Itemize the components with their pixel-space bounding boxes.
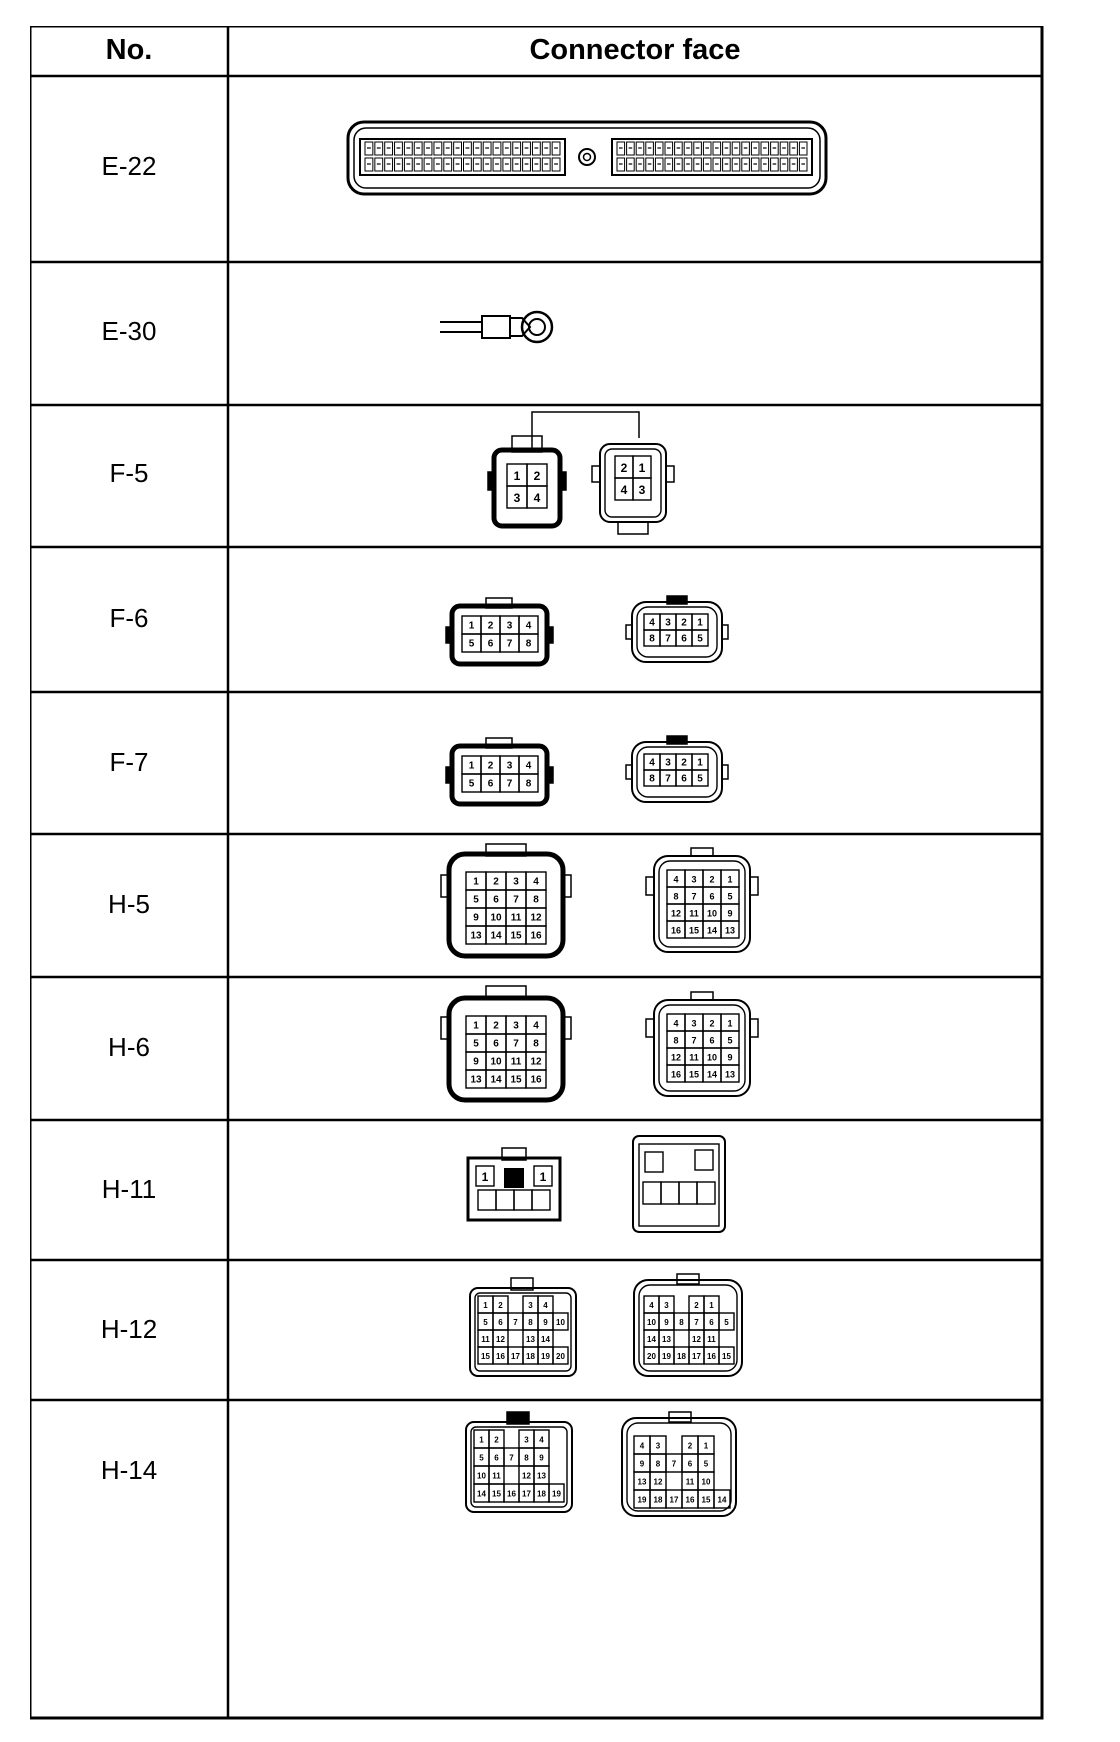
pin-number: 7 bbox=[506, 778, 513, 790]
row-label-h12: H-12 bbox=[100, 1314, 158, 1344]
pin-number: 17 bbox=[522, 1489, 531, 1499]
latch bbox=[618, 522, 648, 534]
connector-f7-female bbox=[626, 736, 728, 802]
connector-f5-female bbox=[592, 444, 674, 534]
pin-number: 7 bbox=[691, 891, 697, 902]
row-label-f6: F-6 bbox=[109, 603, 149, 633]
pin-number: 1 bbox=[473, 876, 479, 888]
pin-cell bbox=[496, 1190, 514, 1210]
pin-number: 19 bbox=[552, 1489, 561, 1499]
pin-cell bbox=[695, 1150, 713, 1170]
row-label-e30: E-30 bbox=[101, 316, 157, 346]
pin-number: 6 bbox=[681, 773, 687, 785]
row-label-h6: H-6 bbox=[108, 1032, 150, 1062]
pin-number: 4 bbox=[649, 1301, 654, 1310]
pin-number: 5 bbox=[697, 633, 703, 645]
pin-number: 3 bbox=[655, 1441, 661, 1451]
pin-number: 6 bbox=[494, 1453, 499, 1463]
pin-number: 7 bbox=[513, 894, 519, 906]
pin-number: 11 bbox=[689, 908, 699, 919]
connector-h6-female bbox=[646, 992, 758, 1096]
pin-number: 2 bbox=[498, 1301, 503, 1310]
connector-h14-male bbox=[466, 1412, 572, 1512]
pin-number: 4 bbox=[533, 1020, 539, 1032]
pin-number: 10 bbox=[701, 1477, 711, 1487]
pin-number: 9 bbox=[473, 912, 479, 924]
pin-cell bbox=[532, 1190, 550, 1210]
latch bbox=[507, 1412, 529, 1424]
pin-number: 10 bbox=[556, 1318, 565, 1327]
pin-number: 10 bbox=[490, 1056, 502, 1068]
pin-number: 1 bbox=[638, 461, 646, 475]
pin-number: 2 bbox=[493, 876, 499, 888]
pin-number: 5 bbox=[468, 778, 475, 790]
pin-number: 18 bbox=[537, 1489, 546, 1499]
pin-number: 13 bbox=[724, 1069, 736, 1080]
connector-h12-female bbox=[634, 1274, 742, 1376]
pin-number: 2 bbox=[620, 461, 628, 475]
pin-number: 12 bbox=[530, 1056, 542, 1068]
pin-number: 8 bbox=[673, 1035, 679, 1046]
pin-number: 11 bbox=[707, 1335, 716, 1344]
pin-number: 15 bbox=[701, 1495, 711, 1505]
header-no: No. bbox=[105, 34, 153, 66]
pin-number: 3 bbox=[664, 1301, 669, 1310]
pin-number: 1 bbox=[481, 1170, 489, 1184]
connector-f6-female bbox=[626, 596, 728, 662]
pin-number: 5 bbox=[703, 1459, 709, 1469]
pin-number: 4 bbox=[649, 757, 655, 769]
pin-number: 5 bbox=[468, 638, 475, 650]
pin-number: 13 bbox=[724, 925, 736, 936]
pin-number: 15 bbox=[722, 1352, 731, 1361]
pin-number: 19 bbox=[637, 1495, 647, 1505]
pin-number: 15 bbox=[481, 1352, 490, 1361]
pin-number: 7 bbox=[694, 1318, 699, 1327]
pin-number: 3 bbox=[691, 1018, 697, 1029]
pin-number: 6 bbox=[493, 894, 499, 906]
pin-number: 17 bbox=[692, 1352, 701, 1361]
pin-number: 10 bbox=[647, 1318, 656, 1327]
pin-number: 9 bbox=[543, 1318, 548, 1327]
pin-number: 5 bbox=[479, 1453, 484, 1463]
row-label-h5: H-5 bbox=[108, 889, 150, 919]
pin-number: 7 bbox=[691, 1035, 697, 1046]
pin-number: 11 bbox=[492, 1471, 501, 1481]
pin-number: 9 bbox=[727, 908, 733, 919]
pin-number: 10 bbox=[706, 908, 718, 919]
row-dividers bbox=[30, 262, 1042, 1400]
pin-number: 1 bbox=[539, 1170, 547, 1184]
connector-table-drawing bbox=[30, 26, 1045, 1720]
pin-cell bbox=[679, 1182, 697, 1204]
connector-h11-female bbox=[633, 1136, 725, 1232]
pin-number: 17 bbox=[669, 1495, 679, 1505]
pin-number: 4 bbox=[543, 1301, 548, 1310]
pin-number: 8 bbox=[524, 1453, 529, 1463]
pin-number: 15 bbox=[688, 925, 700, 936]
pin-number: 14 bbox=[717, 1495, 727, 1505]
pin-number: 2 bbox=[694, 1301, 699, 1310]
pin-number: 7 bbox=[513, 1038, 519, 1050]
pin-number: 2 bbox=[681, 757, 687, 769]
pin-number: 1 bbox=[479, 1435, 484, 1445]
connector-f6-male bbox=[446, 598, 553, 664]
pin-cell bbox=[661, 1182, 679, 1204]
latch bbox=[667, 596, 687, 604]
pin-number: 7 bbox=[506, 638, 513, 650]
pin-number: 16 bbox=[670, 925, 682, 936]
row-label-f7: F-7 bbox=[109, 747, 149, 777]
pin-number: 16 bbox=[530, 1074, 542, 1086]
pin-number: 20 bbox=[556, 1352, 565, 1361]
pin-cell bbox=[643, 1182, 661, 1204]
pin-number: 8 bbox=[525, 638, 532, 650]
pin-number: 4 bbox=[525, 620, 532, 632]
pin-number: 16 bbox=[670, 1069, 682, 1080]
pin-number: 11 bbox=[685, 1477, 695, 1487]
pin-number: 15 bbox=[510, 1074, 522, 1086]
pin-number: 2 bbox=[493, 1020, 499, 1032]
pin-number: 13 bbox=[537, 1471, 546, 1481]
pin-number: 17 bbox=[511, 1352, 520, 1361]
pin-number: 8 bbox=[649, 773, 655, 785]
pin-number: 1 bbox=[468, 760, 475, 772]
pin-number: 18 bbox=[653, 1495, 663, 1505]
connector-h14-female bbox=[622, 1412, 736, 1516]
pin-number: 15 bbox=[688, 1069, 700, 1080]
pin-number: 6 bbox=[709, 1035, 715, 1046]
pin-number: 4 bbox=[620, 483, 628, 497]
pin-number: 9 bbox=[539, 1453, 544, 1463]
locating-hole-icon bbox=[579, 149, 595, 165]
latch bbox=[691, 992, 713, 1000]
pin-number: 16 bbox=[707, 1352, 716, 1361]
pin-number: 1 bbox=[473, 1020, 479, 1032]
pin-number: 4 bbox=[539, 1435, 544, 1445]
pin-number: 3 bbox=[691, 874, 697, 885]
pin-number: 4 bbox=[533, 876, 539, 888]
pin-number: 3 bbox=[513, 491, 521, 505]
pin-number: 5 bbox=[724, 1318, 729, 1327]
pin-number: 18 bbox=[526, 1352, 535, 1361]
row-label-h11: H-11 bbox=[101, 1174, 157, 1204]
pin-number: 3 bbox=[665, 757, 671, 769]
pin-number: 12 bbox=[522, 1471, 531, 1481]
pin-number: 1 bbox=[468, 620, 475, 632]
pin-number: 4 bbox=[649, 617, 655, 629]
connector-h5-male bbox=[441, 844, 571, 956]
pin-number: 2 bbox=[709, 874, 715, 885]
pin-number: 2 bbox=[494, 1435, 499, 1445]
pin-number: 12 bbox=[530, 912, 542, 924]
pin-number: 2 bbox=[709, 1018, 715, 1029]
latch bbox=[691, 848, 713, 856]
pin-number: 5 bbox=[727, 891, 733, 902]
pin-number: 3 bbox=[638, 483, 646, 497]
pin-number: 11 bbox=[689, 1052, 699, 1063]
pin-number: 1 bbox=[483, 1301, 488, 1310]
connector-f7-male bbox=[446, 738, 553, 804]
pin-number: 16 bbox=[685, 1495, 695, 1505]
pin-number: 7 bbox=[513, 1318, 518, 1327]
pin-number: 4 bbox=[673, 1018, 679, 1029]
connector-h11-male bbox=[468, 1148, 560, 1220]
pin-number: 2 bbox=[487, 620, 494, 632]
pin-cell bbox=[514, 1190, 532, 1210]
pin-number: 12 bbox=[670, 908, 682, 919]
connector-f5-male bbox=[488, 436, 566, 526]
pin-number: 5 bbox=[473, 894, 479, 906]
pin-number: 10 bbox=[706, 1052, 718, 1063]
pin-number: 14 bbox=[490, 930, 502, 942]
pin-number: 14 bbox=[477, 1489, 486, 1499]
pin-number: 9 bbox=[727, 1052, 733, 1063]
pin-number: 14 bbox=[706, 1069, 718, 1080]
pin-number: 2 bbox=[687, 1441, 693, 1451]
pin-number: 7 bbox=[671, 1459, 677, 1469]
pin-number: 13 bbox=[470, 930, 482, 942]
pin-number: 12 bbox=[653, 1477, 663, 1487]
pin-number: 11 bbox=[510, 912, 522, 924]
row-label-h14: H-14 bbox=[100, 1455, 158, 1485]
pin-number: 2 bbox=[681, 617, 687, 629]
pin-cell bbox=[645, 1152, 663, 1172]
ring-terminal-e30 bbox=[440, 312, 552, 342]
pin-number: 13 bbox=[637, 1477, 647, 1487]
pin-number: 11 bbox=[481, 1335, 490, 1344]
pin-cell bbox=[478, 1190, 496, 1210]
pin-number: 14 bbox=[706, 925, 718, 936]
connector-h5-female bbox=[646, 848, 758, 952]
pin-number: 6 bbox=[687, 1459, 693, 1469]
pin-number: 6 bbox=[681, 633, 687, 645]
pin-number: 8 bbox=[533, 894, 539, 906]
pin-number: 1 bbox=[727, 1018, 733, 1029]
pin-number: 3 bbox=[513, 876, 519, 888]
pin-number: 20 bbox=[647, 1352, 656, 1361]
pin-number: 8 bbox=[528, 1318, 533, 1327]
pin-number: 3 bbox=[528, 1301, 533, 1310]
pin-number: 7 bbox=[665, 773, 671, 785]
pin-number: 5 bbox=[473, 1038, 479, 1050]
pin-number: 8 bbox=[655, 1459, 661, 1469]
connector-h12-male bbox=[470, 1278, 576, 1376]
pin-number: 3 bbox=[513, 1020, 519, 1032]
pin-number: 9 bbox=[473, 1056, 479, 1068]
connector-housing bbox=[634, 1280, 742, 1376]
pin-number: 1 bbox=[703, 1441, 709, 1451]
pin-number: 5 bbox=[727, 1035, 733, 1046]
pin-number: 6 bbox=[498, 1318, 503, 1327]
pin-number: 2 bbox=[533, 469, 541, 483]
pin-number: 10 bbox=[490, 912, 502, 924]
pin-number: 3 bbox=[665, 617, 671, 629]
pin-number: 15 bbox=[492, 1489, 501, 1499]
pin-number: 3 bbox=[506, 760, 513, 772]
pin-number: 12 bbox=[692, 1335, 701, 1344]
pin-number: 8 bbox=[525, 778, 532, 790]
pin-number: 8 bbox=[673, 891, 679, 902]
pin-number: 10 bbox=[477, 1471, 486, 1481]
pin-number: 6 bbox=[487, 778, 494, 790]
pin-number: 1 bbox=[513, 469, 521, 483]
pin-number: 6 bbox=[487, 638, 494, 650]
pin-cell bbox=[697, 1182, 715, 1204]
pin-number: 7 bbox=[665, 633, 671, 645]
header-connector-face: Connector face bbox=[529, 34, 741, 66]
pin-number: 1 bbox=[697, 757, 703, 769]
pin-number: 16 bbox=[496, 1352, 505, 1361]
connector-table bbox=[30, 26, 1045, 1720]
pin-number: 13 bbox=[470, 1074, 482, 1086]
pin-number: 16 bbox=[530, 930, 542, 942]
pin-number: 18 bbox=[677, 1352, 686, 1361]
pin-number: 3 bbox=[524, 1435, 529, 1445]
pin-number: 1 bbox=[727, 874, 733, 885]
pin-number: 15 bbox=[510, 930, 522, 942]
pin-number: 9 bbox=[664, 1318, 669, 1327]
pin-number: 8 bbox=[533, 1038, 539, 1050]
pin-number: 13 bbox=[662, 1335, 671, 1344]
pin-number: 5 bbox=[483, 1318, 488, 1327]
pin-number: 13 bbox=[526, 1335, 535, 1344]
pin-number: 16 bbox=[507, 1489, 516, 1499]
pin-number: 4 bbox=[673, 874, 679, 885]
pin-number: 19 bbox=[541, 1352, 550, 1361]
connector-h6-male bbox=[441, 986, 571, 1100]
latch bbox=[667, 736, 687, 744]
pin-number: 14 bbox=[490, 1074, 502, 1086]
pin-number: 11 bbox=[510, 1056, 522, 1068]
pin-number: 14 bbox=[541, 1335, 550, 1344]
pin-number: 9 bbox=[639, 1459, 645, 1469]
pin-number: 19 bbox=[662, 1352, 671, 1361]
pin-number: 2 bbox=[487, 760, 494, 772]
pin-number: 14 bbox=[647, 1335, 656, 1344]
pin-number: 12 bbox=[670, 1052, 682, 1063]
pin-number: 5 bbox=[697, 773, 703, 785]
pin-number: 1 bbox=[709, 1301, 714, 1310]
pin-number: 12 bbox=[496, 1335, 505, 1344]
pin-number: 1 bbox=[697, 617, 703, 629]
row-label-e22: E-22 bbox=[101, 151, 157, 181]
pin-number: 4 bbox=[533, 491, 541, 505]
row-label-f5: F-5 bbox=[109, 458, 149, 488]
pin-number: 8 bbox=[679, 1318, 684, 1327]
pin-number: 4 bbox=[639, 1441, 645, 1451]
connector-e22 bbox=[348, 122, 826, 194]
pin-number: 6 bbox=[709, 891, 715, 902]
pin-number: 4 bbox=[525, 760, 532, 772]
pin-number: 7 bbox=[509, 1453, 514, 1463]
pin-number: 3 bbox=[506, 620, 513, 632]
pin-number: 6 bbox=[493, 1038, 499, 1050]
pin-number: 6 bbox=[709, 1318, 714, 1327]
pin-number: 8 bbox=[649, 633, 655, 645]
